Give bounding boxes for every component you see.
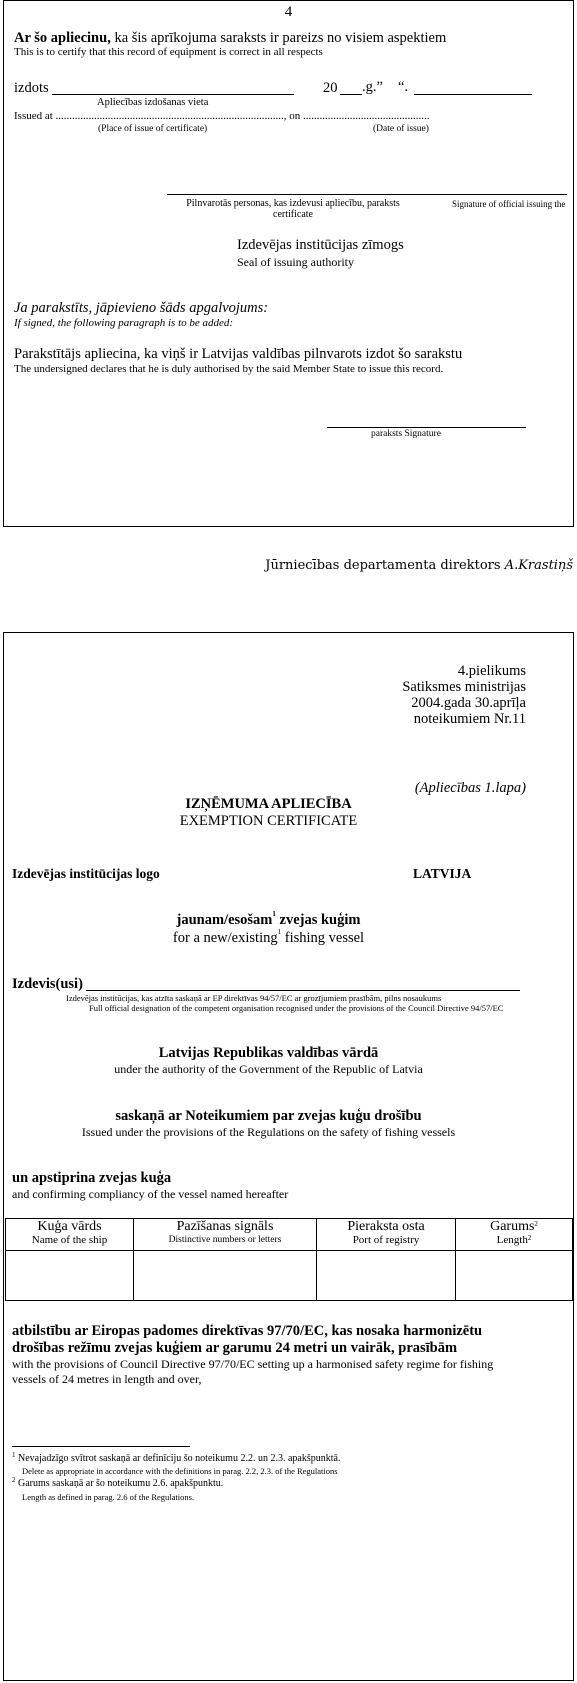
official-signature-lv: Pilnvarotās personas, kas izdevusi apliecību, paraksts: [186, 198, 400, 209]
annex-line-4: noteikumiem Nr.11: [413, 711, 526, 727]
official-signature-en: Signature of official issuing the: [452, 199, 566, 209]
footnote-2-lv-text: Garums saskaņā ar šo noteikumu 2.6. apakšpunktu.: [15, 1478, 224, 1489]
director-name: A.Krastiņš: [504, 558, 573, 573]
footnote-2-num: 2: [12, 1476, 16, 1484]
header-signal-lv: Pazīšanas signāls: [176, 1219, 274, 1234]
date-line: [414, 94, 532, 95]
footnote-1-lv: [12, 1453, 340, 1464]
header-ship-name-lv: Kuģa vārds: [37, 1219, 102, 1234]
ship-name-cell[interactable]: [6, 1251, 134, 1301]
official-signature-line: [167, 194, 567, 195]
director-title: Jūrniecības departamenta direktors: [265, 558, 505, 573]
vessel-table-header-cell: [317, 1219, 456, 1251]
regulations-en: Issued under the provisions of the Regulations on the safety of fishing vessels: [81, 1125, 456, 1139]
year-line: [340, 94, 362, 95]
footnote-1-num: 1: [12, 1451, 16, 1459]
declaration-lv: Parakstītājs apliecina, ka viņš ir Latvijas valdības pilnvarots izdot šo sarakstu: [14, 346, 463, 362]
length-cell[interactable]: [456, 1251, 573, 1301]
signature-label: paraksts Signature: [371, 429, 441, 439]
signal-cell[interactable]: [134, 1251, 317, 1301]
vessel-table-header: [6, 1219, 573, 1251]
footnote-ref-1: 1: [272, 910, 276, 918]
confirm-lv: un apstiprina zvejas kuģa: [12, 1170, 172, 1186]
declaration-en: The undersigned declares that he is duly authorised by the said Member State to issue this record.: [14, 363, 444, 375]
vessel-table-header-cell: [456, 1219, 573, 1251]
seal-lv: Izdevējas institūcijas zīmogs: [237, 237, 404, 253]
issued-by-label: Izdevis(usi): [12, 976, 83, 992]
authority-en: under the authority of the Government of the Republic of Latvia: [114, 1062, 423, 1076]
footnote-ref-2: 2: [534, 1220, 538, 1228]
compliance-en-2: vessels of 24 metres in length and over,: [12, 1372, 202, 1386]
authority-lv: Latvijas Republikas valdības vārdā: [158, 1045, 379, 1061]
place-label-lv: Apliecības izdošanas vieta: [97, 97, 209, 108]
issued-by-note-en: Full official designation of the competent organisation recognised under the provisions of the Council Directive 94/57/EC: [89, 1003, 504, 1013]
year-prefix: 20: [323, 80, 338, 96]
official-signature-lv2: certificate: [273, 209, 313, 220]
annex-line-3: 2004.gada 30.aprīļa: [411, 695, 526, 711]
signed-instruction-en: If signed, the following paragraph is to be added:: [14, 317, 234, 329]
header-length-lv-wrap: [456, 1219, 572, 1234]
footnote-2-en: Length as defined in parag. 2.6 of the Regulations.: [22, 1492, 195, 1502]
izdots-label: izdots: [14, 80, 49, 96]
vessel-type-lv-a: jaunam/esošam: [176, 912, 273, 928]
footnote-1-lv-text: Nevajadzīgo svītrot saskaņā ar definīciju šo noteikumu 2.2. un 2.3. apakšpunktā.: [15, 1453, 341, 1464]
footnote-ref-2b: 2: [527, 1234, 532, 1242]
seal-en: Seal of issuing authority: [237, 255, 354, 269]
footnote-ref-1b: 1: [277, 928, 282, 936]
date-label-en: (Date of issue): [373, 124, 429, 134]
certify-statement-lv: [14, 30, 446, 47]
header-length-lv: Garums: [490, 1219, 535, 1234]
issued-by-line: [86, 990, 520, 991]
signed-instruction-lv: Ja parakstīts, jāpievieno šāds apgalvojums:: [14, 300, 269, 316]
header-port-en: Port of registry: [352, 1234, 420, 1246]
vessel-type-lv: [0, 912, 537, 929]
vessel-type-lv-b: zvejas kuģim: [275, 912, 361, 928]
sheet-label: (Apliecības 1.lapa): [414, 780, 526, 796]
footnote-separator: [12, 1446, 190, 1447]
certify-lead: Ar šo apliecinu,: [14, 30, 111, 46]
issued-by-note-lv: Izdevējas institūcijas, kas atzīta saskaņā ar EP direktīvas 94/57/EC ar grozījumiem prasībām, pilns nosaukums: [66, 993, 442, 1003]
footnote-2-lv: [12, 1478, 223, 1489]
signature-line: [327, 427, 526, 428]
compliance-lv-1: atbilstību ar Eiropas padomes direktīvas 97/70/EC, kas nosaka harmonizētu: [12, 1323, 483, 1339]
certify-rest: ka šis aprīkojuma saraksts ir pareizs no visiem aspektiem: [110, 30, 447, 46]
day-quote: “.: [398, 79, 409, 95]
confirm-en: and confirming compliancy of the vessel named hereafter: [12, 1187, 289, 1201]
header-signal-en: Distinctive numbers or letters: [168, 1235, 282, 1245]
header-ship-name-en: Name of the ship: [31, 1234, 108, 1246]
country-label: LATVIJA: [413, 866, 472, 881]
vessel-table-row: [6, 1251, 573, 1301]
title-en: EXEMPTION CERTIFICATE: [179, 813, 358, 829]
logo-label: Izdevējas institūcijas logo: [12, 866, 160, 881]
vessel-table-header-cell: [134, 1219, 317, 1251]
vessel-type-en-b: fishing vessel: [281, 930, 365, 946]
year-suffix: .g.”: [362, 79, 383, 95]
place-label-en: (Place of issue of certificate): [98, 124, 208, 134]
director-signoff: [265, 558, 573, 573]
footnote-1-en: Delete as appropriate in accordance with the definitions in parag. 2.2, 2.3. of the Regulations: [22, 1466, 338, 1476]
header-length-en-wrap: [456, 1234, 572, 1247]
issued-at-line: Issued at ..................................................................................., on ..............................................: [14, 110, 430, 122]
izdots-place-line: [52, 94, 294, 95]
vessel-type-en: [0, 930, 537, 947]
port-cell[interactable]: [317, 1251, 456, 1301]
annex-line-1: 4.pielikums: [457, 663, 526, 679]
compliance-lv-2: drošības režīmu zvejas kuģiem ar garumu 24 metri un vairāk, prasībām: [12, 1340, 458, 1356]
annex-line-2: Satiksmes ministrijas: [402, 679, 526, 695]
vessel-table-header-cell: [6, 1219, 134, 1251]
vessel-table: [5, 1218, 573, 1301]
header-length-en: Length: [496, 1234, 528, 1246]
compliance-en-1: with the provisions of Council Directive 97/70/EC setting up a harmonised safety regime for fishing: [12, 1357, 494, 1371]
title-lv: IZŅĒMUMA APLIECĪBA: [185, 796, 352, 812]
header-port-lv: Pieraksta osta: [347, 1219, 425, 1234]
vessel-type-en-a: for a new/existing: [172, 930, 278, 946]
page-number: 4: [284, 4, 293, 20]
regulations-lv: saskaņā ar Noteikumiem par zvejas kuģu drošību: [115, 1108, 422, 1124]
certify-statement-en: This is to certify that this record of equipment is correct in all respects: [14, 46, 323, 58]
